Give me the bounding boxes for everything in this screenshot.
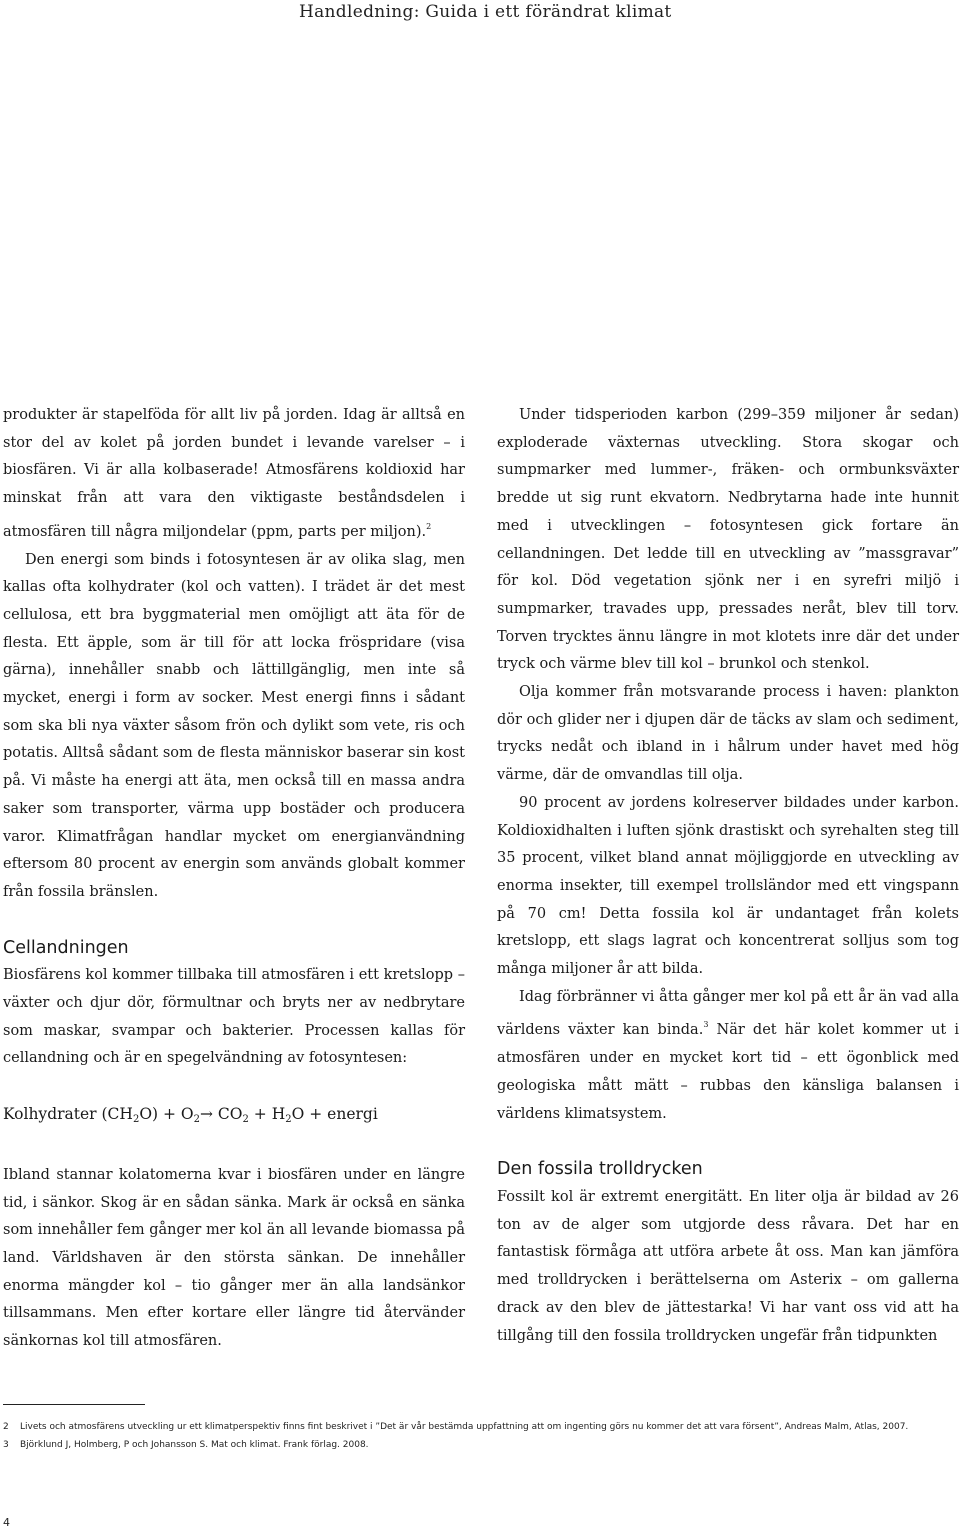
paragraph-text: När det här kolet kommer ut i atmosfären under en mycket kort tid – ett ögonblick med geologiska mått mätt – rubbas den känsliga balansen i världens klimatsystem.: [497, 1022, 960, 1122]
paragraph: [497, 984, 959, 1129]
section-heading-fossila-trolldrycken: Den fossila trolldrycken: [497, 1159, 703, 1180]
footnote: [3, 1436, 943, 1454]
formula-part: O) + O: [139, 1105, 194, 1124]
paragraph: Olja kommer från motsvarande process i haven: plankton dör och glider ner i djupen där de täcks av slam och sediment, trycks nedåt och ibland in i hålrum under havet med hög värme, där de omvandlas till olja.: [497, 684, 959, 784]
footnote-ref[interactable]: 2: [426, 521, 432, 531]
formula-subscript: 2: [285, 1114, 292, 1126]
formula-part: CO: [213, 1105, 243, 1124]
paragraph-text: Idag förbränner vi åtta gånger mer kol på ett år än vad alla världens växter kan binda.: [497, 988, 959, 1039]
formula-subscript: 2: [132, 1114, 140, 1126]
chemical-formula: [3, 1101, 465, 1134]
paragraph: Under tidsperioden karbon (299–359 miljoner år sedan) exploderade växternas utveckling. Stora skogar och sumpmarker med lummer-, fräken- och ormbunksväxter bredde ut sig runt ekvatorn. Nedbrytarna hade inte hunnit med i utvecklingen – fotosyntesen gick fortare än cellandningen. Det ledde till en utveckling av ”massgravar” för kol. Död vegetation sjönk ner i en syrefri miljö i sumpmarker, travades upp, pressades neråt, blev till torv. Torven trycktes ännu längre in mot klotets inre där det under tryck och värme blev till kol – brunkol och stenkol.: [497, 407, 959, 673]
paragraph-text: produkter är stapelföda för allt liv på jorden. Idag är alltså en stor del av kolet på jorden bundet i levande varelser – i biosfären. Vi är alla kolbaserade! Atmosfärens koldioxid har minskat från att vara den viktigaste beståndsdelen i atmosfären till några miljondelar (ppm, parts per miljon).: [3, 407, 465, 540]
footnote: [3, 1418, 943, 1436]
footnote-text: Livets och atmosfärens utveckling ur ett klimatperspektiv finns fint beskrivet i ”Det är vår bestämda uppfattning att om ingenting görs nu kommer det att vara försent”, Andreas Malm, Atlas, 2007.: [20, 1422, 909, 1432]
paragraph: Fossilt kol är extremt energitätt. En liter olja är bildad av 26 ton av de alger som utgjorde dess råvara. Det har en fantastisk förmåga att utföra arbete åt oss. Man kan jämföra med trolldrycken i berättelserna om Asterix – om gallerna drack av den blev de jättestarka! Vi har vant oss vid att ha tillgång till den fossila trolldrycken ungefär från tidpunkten: [497, 1188, 959, 1344]
footnote-divider: [3, 1404, 145, 1405]
running-header: Handledning: Guida i ett förändrat klimat: [299, 2, 672, 22]
page-number: 4: [3, 1516, 10, 1529]
paragraph: Ibland stannar kolatomerna kvar i biosfären under en längre tid, i sänkor. Skog är en sådan sänka. Mark är också en sänka som innehåller fem gånger mer kol än all levande biomassa på land. Världshaven är den största sänkan. De innehåller enorma mängder kol – tio gånger mer än alla landsänkor tillsammans. Men efter kortare eller längre tid återvänder sänkornas kol till atmosfären.: [3, 1166, 465, 1350]
formula-part: + H: [248, 1105, 286, 1124]
paragraph: [3, 402, 465, 547]
footnote-ref[interactable]: 3: [703, 1020, 709, 1030]
paragraph: Den energi som binds i fotosyntesen är av olika slag, men kallas ofta kolhydrater (kol och vatten). I trädet är det mest cellulosa, ett bra byggmaterial men omöjligt att äta för de flesta. Ett äpple, som är till för att locka fröspridare (visa gärna), innehåller snabb och lättillgänglig, men inte så mycket, energi i form av socker. Mest energi finns i sådant som ska bli nya växter såsom frön och dylikt som vete, ris och potatis. Alltså sådant som de flesta människor baserar sin kost på. Vi måste ha energi att äta, men också till en massa andra saker som transporter, värma upp bostäder och producera varor. Klimatfrågan handlar mycket om energianvändning eftersom 80 procent av energin som används globalt kommer från fossila bränslen.: [3, 551, 465, 900]
right-column: [497, 402, 959, 1350]
footnote-number: 3: [3, 1440, 9, 1450]
arrow-icon: →: [200, 1105, 213, 1124]
left-column: [3, 402, 465, 1356]
formula-subscript: 2: [193, 1114, 200, 1126]
footnote-number: 2: [3, 1422, 9, 1432]
paragraph: 90 procent av jordens kolreserver bildades under karbon. Koldioxidhalten i luften sjönk drastiskt och syrehalten steg till 35 procent, vilket bland annat möjliggjorde en utveckling av enorma insekter, till exempel trollsländor med ett vingspann på 70 cm! Detta fossila kol är undantaget från kolets kretslopp, ett slags lagrat och koncentrerat solljus som tog många miljoner år att bilda.: [497, 794, 959, 978]
section-heading-cellandningen: Cellandningen: [3, 937, 129, 958]
footnotes: [3, 1418, 943, 1454]
formula-subscript: 2: [242, 1114, 249, 1126]
formula-part: Kolhydrater (CH: [3, 1105, 133, 1124]
formula-part: O + energi: [291, 1105, 378, 1124]
footnote-text: Björklund J, Holmberg, P och Johansson S. Mat och klimat. Frank förlag. 2008.: [20, 1440, 369, 1450]
paragraph: Biosfärens kol kommer tillbaka till atmosfären i ett kretslopp – växter och djur dör, förmultnar och bryts ner av nedbrytare som maskar, svampar och bakterier. Processen kallas för cellandning och är en spegelvändning av fotosyntesen:: [3, 967, 465, 1067]
